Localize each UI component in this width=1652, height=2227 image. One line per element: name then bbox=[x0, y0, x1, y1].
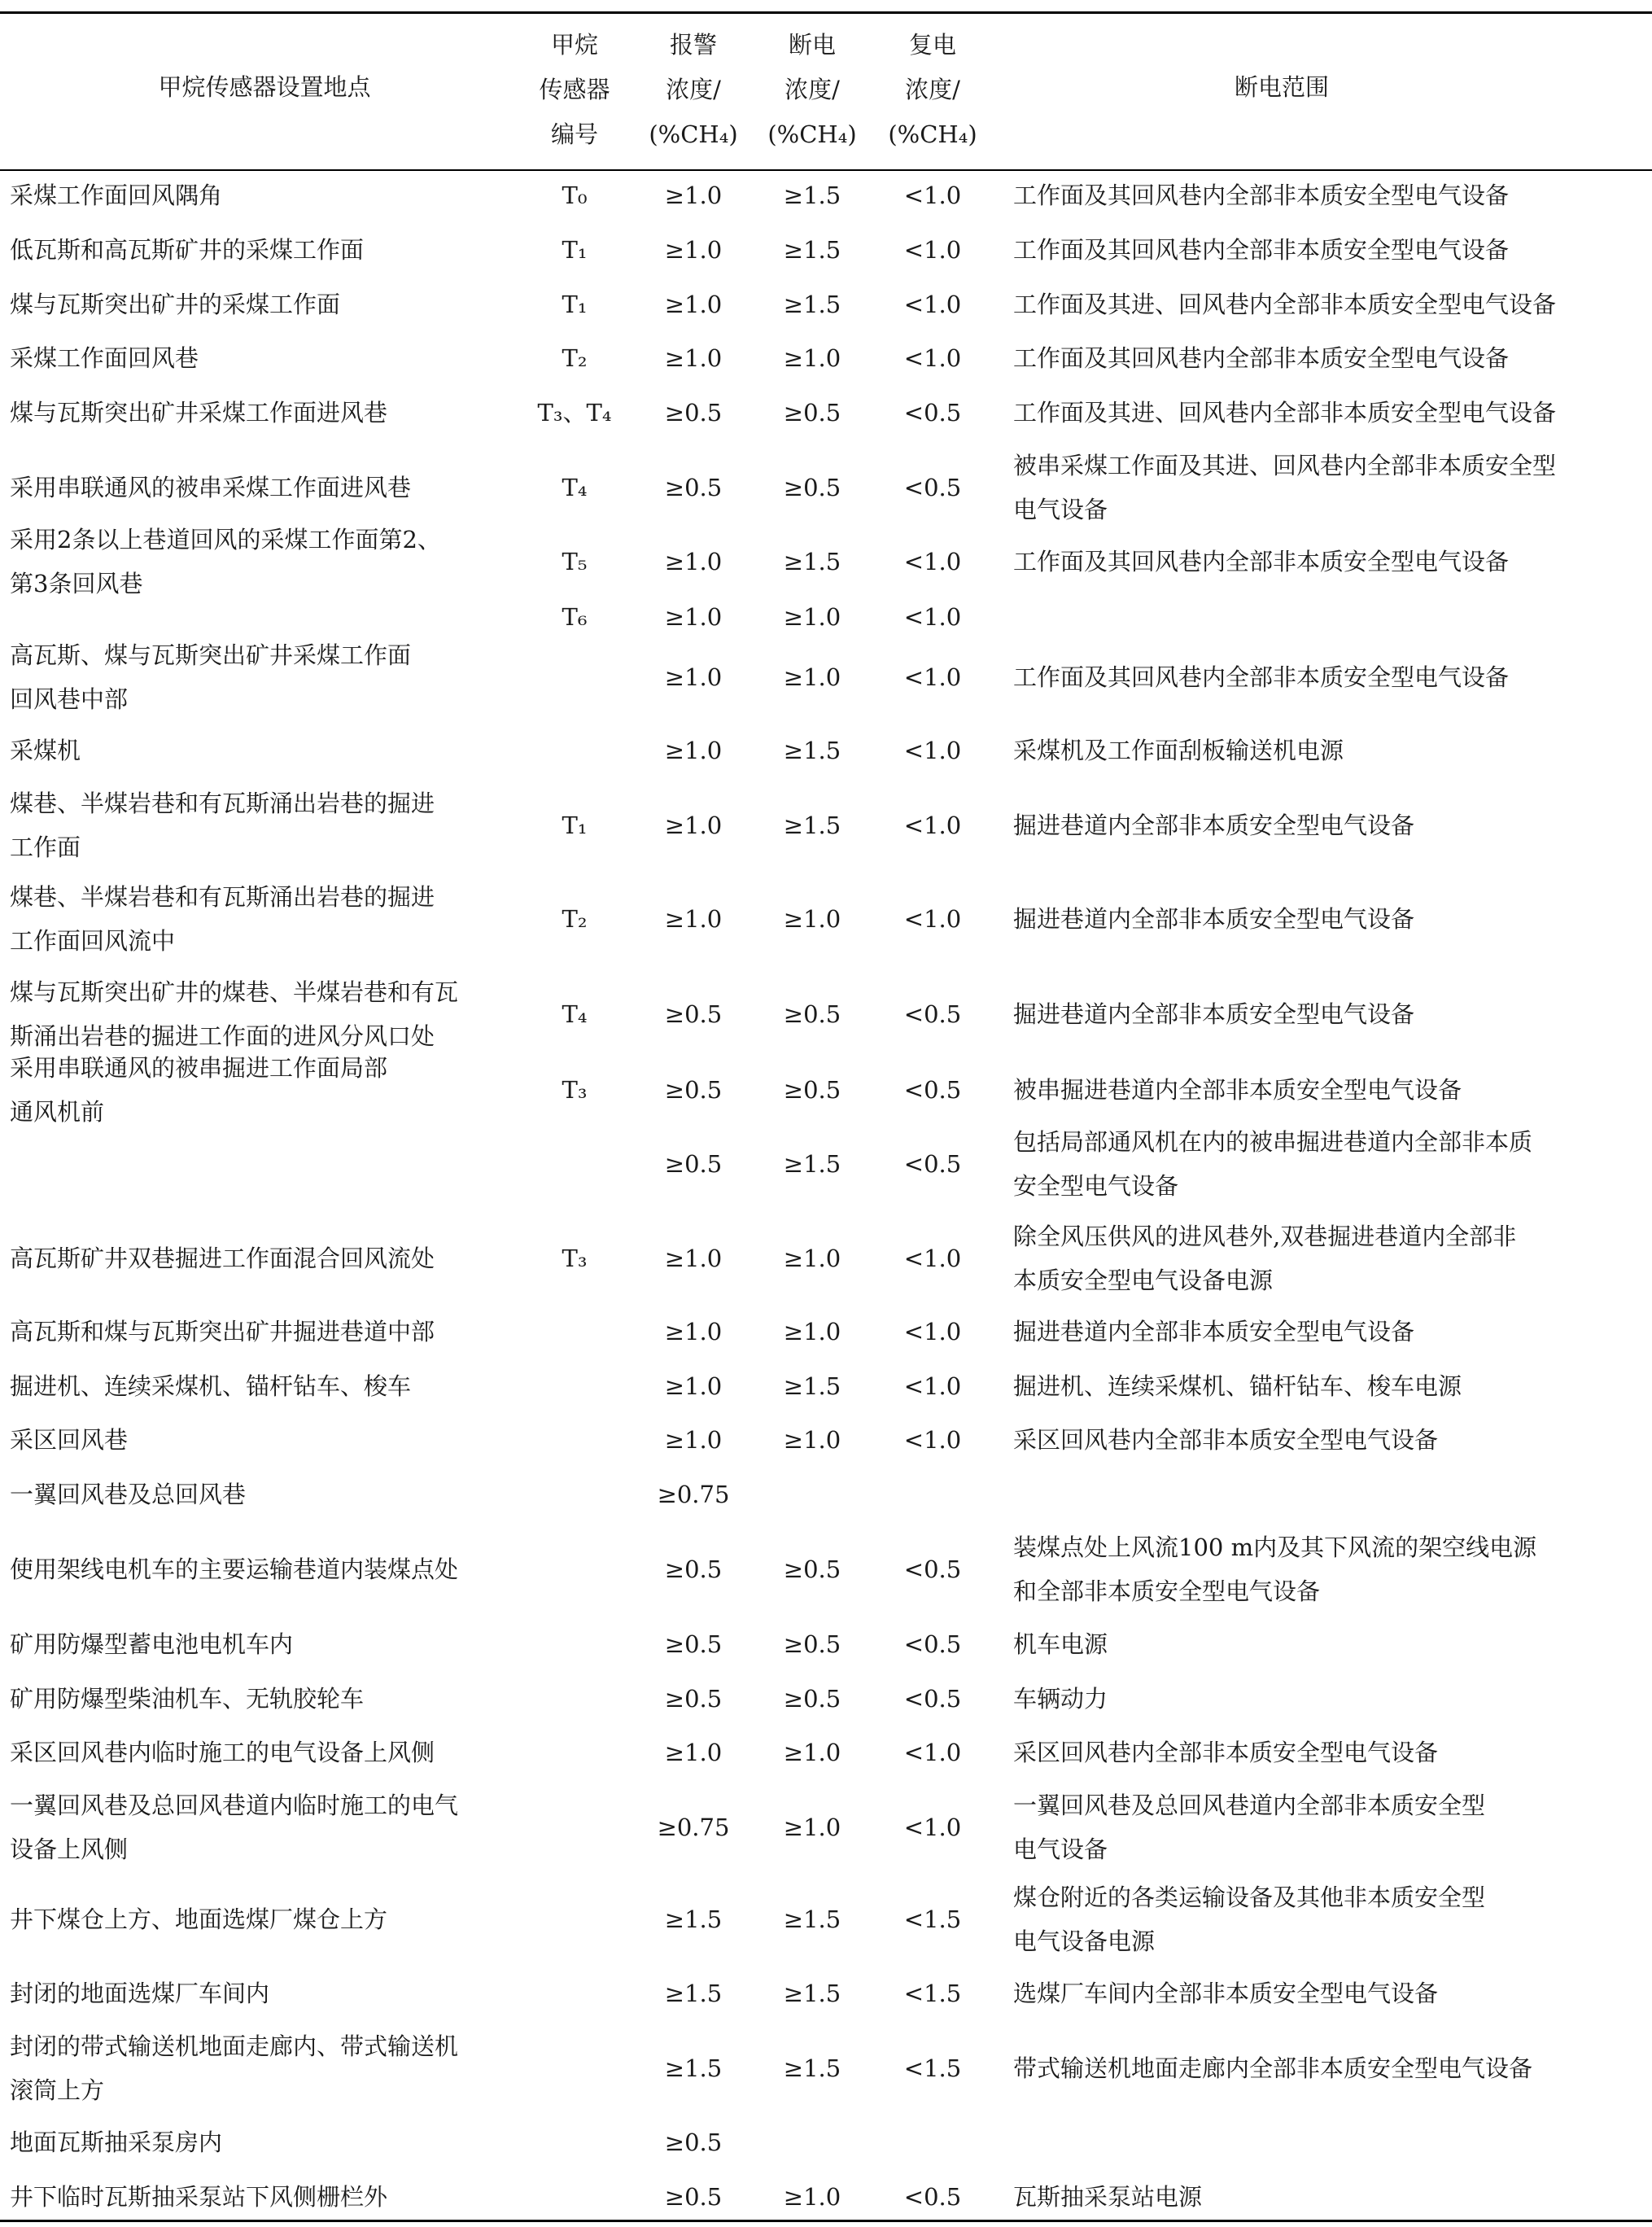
row-range: 掘进巷道内全部非本质安全型电气设备 bbox=[1013, 812, 1415, 839]
row-location: 井下临时瓦斯抽采泵站下风侧栅栏外 bbox=[10, 2183, 388, 2211]
row-restore: <0.5 bbox=[903, 1685, 962, 1713]
row-cutoff: ≥1.5 bbox=[783, 236, 841, 264]
row-sensor-id: T₁ bbox=[562, 291, 588, 318]
row-cutoff: ≥1.5 bbox=[783, 2054, 841, 2082]
row-range: 工作面及其回风巷内全部非本质安全型电气设备 bbox=[1013, 344, 1510, 372]
row-range: 带式输送机地面走廊内全部非本质安全型电气设备 bbox=[1013, 2054, 1533, 2082]
row-location: 高瓦斯和煤与瓦斯突出矿井掘进巷道中部 bbox=[10, 1318, 435, 1345]
row-location: 采用2条以上巷道回风的采煤工作面第2、 第3条回风巷 bbox=[10, 526, 441, 597]
row-restore: <1.0 bbox=[903, 548, 962, 575]
row-alarm: ≥1.0 bbox=[664, 1426, 723, 1454]
row-range: 掘进巷道内全部非本质安全型电气设备 bbox=[1013, 905, 1415, 933]
row-sensor-id: T₅ bbox=[562, 548, 588, 575]
row-cutoff: ≥1.5 bbox=[783, 812, 841, 839]
row-location: 采用串联通风的被串采煤工作面进风巷 bbox=[10, 474, 412, 501]
header-location: 甲烷传感器设置地点 bbox=[158, 73, 371, 101]
header-restore-concentration: 复电 浓度/ (%CH₄) bbox=[888, 31, 977, 148]
header-alarm-concentration: 报警 浓度/ (%CH₄) bbox=[649, 31, 738, 148]
row-alarm: ≥1.0 bbox=[664, 1245, 723, 1272]
row-cutoff: ≥1.0 bbox=[783, 1739, 841, 1766]
row-location: 煤巷、半煤岩巷和有瓦斯涌出岩巷的掘进 工作面回风流中 bbox=[10, 883, 435, 955]
row-cutoff: ≥0.5 bbox=[783, 1000, 841, 1028]
row-restore: <1.0 bbox=[903, 182, 962, 209]
row-sensor-id: T₆ bbox=[562, 603, 588, 631]
row-alarm: ≥1.0 bbox=[664, 663, 723, 691]
row-range: 车辆动力 bbox=[1013, 1685, 1108, 1713]
row-range: 采区回风巷内全部非本质安全型电气设备 bbox=[1013, 1426, 1439, 1454]
row-location: 高瓦斯矿井双巷掘进工作面混合回风流处 bbox=[10, 1245, 435, 1272]
row-location: 地面瓦斯抽采泵房内 bbox=[10, 2129, 223, 2156]
row-alarm: ≥1.5 bbox=[664, 1905, 723, 1933]
row-alarm: ≥0.5 bbox=[664, 474, 723, 501]
row-range: 工作面及其进、回风巷内全部非本质安全型电气设备 bbox=[1013, 399, 1557, 427]
row-alarm: ≥1.0 bbox=[664, 182, 723, 209]
row-sensor-id: T₃ bbox=[562, 1076, 588, 1104]
row-alarm: ≥1.0 bbox=[664, 905, 723, 933]
row-restore: <1.0 bbox=[903, 1739, 962, 1766]
row-range: 机车电源 bbox=[1013, 1630, 1108, 1658]
row-location: 采区回风巷 bbox=[10, 1426, 129, 1454]
row-restore: <1.0 bbox=[903, 1814, 962, 1841]
row-alarm: ≥0.5 bbox=[664, 2183, 723, 2211]
row-cutoff: ≥1.0 bbox=[783, 663, 841, 691]
row-sensor-id: T₂ bbox=[562, 905, 588, 933]
row-location: 一翼回风巷及总回风巷 bbox=[10, 1481, 247, 1508]
row-restore: <1.0 bbox=[903, 812, 962, 839]
row-location: 一翼回风巷及总回风巷道内临时施工的电气 设备上风侧 bbox=[10, 1792, 459, 1863]
row-alarm: ≥0.5 bbox=[664, 1076, 723, 1104]
row-range: 采煤机及工作面刮板输送机电源 bbox=[1013, 737, 1344, 764]
row-alarm: ≥0.5 bbox=[664, 1685, 723, 1713]
row-restore: <1.5 bbox=[903, 2054, 962, 2082]
row-restore: <1.5 bbox=[903, 1905, 962, 1933]
row-sensor-id: T₀ bbox=[562, 182, 588, 209]
row-alarm: ≥1.0 bbox=[664, 1739, 723, 1766]
row-restore: <1.0 bbox=[903, 1245, 962, 1272]
row-cutoff: ≥1.0 bbox=[783, 603, 841, 631]
row-restore: <0.5 bbox=[903, 399, 962, 427]
row-restore: <0.5 bbox=[903, 1000, 962, 1028]
row-restore: <1.0 bbox=[903, 1372, 962, 1400]
table-top-rule bbox=[0, 11, 1652, 14]
row-location: 高瓦斯、煤与瓦斯突出矿井采煤工作面 回风巷中部 bbox=[10, 641, 412, 713]
row-restore: <1.0 bbox=[903, 1318, 962, 1345]
row-cutoff: ≥1.0 bbox=[783, 1318, 841, 1345]
row-cutoff: ≥1.0 bbox=[783, 2183, 841, 2211]
row-cutoff: ≥1.0 bbox=[783, 1245, 841, 1272]
row-location: 煤与瓦斯突出矿井采煤工作面进风巷 bbox=[10, 399, 388, 427]
row-alarm: ≥0.5 bbox=[664, 2129, 723, 2156]
row-range: 瓦斯抽采泵站电源 bbox=[1013, 2183, 1203, 2211]
row-alarm: ≥0.5 bbox=[664, 1555, 723, 1583]
row-sensor-id: T₃ bbox=[562, 1245, 588, 1272]
row-alarm: ≥1.0 bbox=[664, 603, 723, 631]
row-cutoff: ≥1.0 bbox=[783, 1426, 841, 1454]
table-header-rule bbox=[0, 169, 1652, 171]
row-sensor-id: T₄ bbox=[562, 474, 588, 501]
row-alarm: ≥0.5 bbox=[664, 399, 723, 427]
row-sensor-id: T₁ bbox=[562, 812, 588, 839]
row-range: 工作面及其进、回风巷内全部非本质安全型电气设备 bbox=[1013, 291, 1557, 318]
row-cutoff: ≥0.5 bbox=[783, 474, 841, 501]
row-cutoff: ≥1.5 bbox=[783, 548, 841, 575]
row-alarm: ≥1.0 bbox=[664, 344, 723, 372]
row-alarm: ≥1.0 bbox=[664, 1318, 723, 1345]
row-restore: <1.0 bbox=[903, 737, 962, 764]
row-range: 掘进巷道内全部非本质安全型电气设备 bbox=[1013, 1318, 1415, 1345]
row-location: 采煤工作面回风巷 bbox=[10, 344, 199, 372]
row-location: 煤与瓦斯突出矿井的煤巷、半煤岩巷和有瓦 斯涌出岩巷的掘进工作面的进风分风口处 bbox=[10, 978, 459, 1050]
header-cutoff-range: 断电范围 bbox=[1234, 73, 1329, 101]
row-alarm: ≥0.75 bbox=[657, 1814, 730, 1841]
row-cutoff: ≥1.5 bbox=[783, 291, 841, 318]
row-cutoff: ≥0.5 bbox=[783, 1076, 841, 1104]
row-alarm: ≥1.0 bbox=[664, 291, 723, 318]
row-location: 煤巷、半煤岩巷和有瓦斯涌出岩巷的掘进 工作面 bbox=[10, 790, 435, 861]
row-cutoff: ≥1.0 bbox=[783, 1814, 841, 1841]
row-cutoff: ≥1.5 bbox=[783, 737, 841, 764]
row-cutoff: ≥0.5 bbox=[783, 399, 841, 427]
row-restore: <1.0 bbox=[903, 905, 962, 933]
row-cutoff: ≥1.5 bbox=[783, 182, 841, 209]
row-sensor-id: T₄ bbox=[562, 1000, 588, 1028]
row-sensor-id: T₃、T₄ bbox=[537, 399, 612, 427]
row-location: 煤与瓦斯突出矿井的采煤工作面 bbox=[10, 291, 341, 318]
row-location: 矿用防爆型柴油机车、无轨胶轮车 bbox=[10, 1685, 365, 1713]
row-range: 除全风压供风的进风巷外,双巷掘进巷道内全部非 本质安全型电气设备电源 bbox=[1013, 1223, 1517, 1294]
row-restore: <1.0 bbox=[903, 1426, 962, 1454]
row-range: 煤仓附近的各类运输设备及其他非本质安全型 电气设备电源 bbox=[1013, 1884, 1486, 1955]
row-location: 采煤工作面回风隅角 bbox=[10, 182, 223, 209]
row-sensor-id: T₁ bbox=[562, 236, 588, 264]
row-alarm: ≥1.0 bbox=[664, 1372, 723, 1400]
row-range: 工作面及其回风巷内全部非本质安全型电气设备 bbox=[1013, 548, 1510, 575]
row-restore: <0.5 bbox=[903, 1630, 962, 1658]
row-location: 封闭的带式输送机地面走廊内、带式输送机 滚筒上方 bbox=[10, 2032, 459, 2104]
row-range: 掘进巷道内全部非本质安全型电气设备 bbox=[1013, 1000, 1415, 1028]
row-cutoff: ≥1.5 bbox=[783, 1150, 841, 1178]
row-location: 矿用防爆型蓄电池电机车内 bbox=[10, 1630, 294, 1658]
row-alarm: ≥1.5 bbox=[664, 2054, 723, 2082]
row-range: 一翼回风巷及总回风巷道内全部非本质安全型 电气设备 bbox=[1013, 1792, 1486, 1863]
row-restore: <1.0 bbox=[903, 663, 962, 691]
row-location: 掘进机、连续采煤机、锚杆钻车、梭车 bbox=[10, 1372, 412, 1400]
row-range: 被串掘进巷道内全部非本质安全型电气设备 bbox=[1013, 1076, 1462, 1104]
row-range: 装煤点处上风流100 m内及其下风流的架空线电源 和全部非本质安全型电气设备 bbox=[1013, 1534, 1537, 1605]
row-restore: <0.5 bbox=[903, 1555, 962, 1583]
row-range: 掘进机、连续采煤机、锚杆钻车、梭车电源 bbox=[1013, 1372, 1462, 1400]
row-cutoff: ≥1.0 bbox=[783, 905, 841, 933]
row-alarm: ≥1.0 bbox=[664, 812, 723, 839]
row-sensor-id: T₂ bbox=[562, 344, 588, 372]
row-cutoff: ≥0.5 bbox=[783, 1555, 841, 1583]
row-range: 选煤厂车间内全部非本质安全型电气设备 bbox=[1013, 1980, 1439, 2007]
row-location: 采区回风巷内临时施工的电气设备上风侧 bbox=[10, 1739, 435, 1766]
row-location: 采用串联通风的被串掘进工作面局部 通风机前 bbox=[10, 1054, 388, 1126]
row-alarm: ≥0.5 bbox=[664, 1150, 723, 1178]
row-restore: <1.0 bbox=[903, 291, 962, 318]
row-range: 工作面及其回风巷内全部非本质安全型电气设备 bbox=[1013, 236, 1510, 264]
row-location: 使用架线电机车的主要运输巷道内装煤点处 bbox=[10, 1555, 459, 1583]
row-restore: <0.5 bbox=[903, 1076, 962, 1104]
row-alarm: ≥1.5 bbox=[664, 1980, 723, 2007]
table-bottom-rule bbox=[0, 2220, 1652, 2222]
row-cutoff: ≥1.5 bbox=[783, 1372, 841, 1400]
row-cutoff: ≥1.0 bbox=[783, 344, 841, 372]
row-alarm: ≥0.75 bbox=[657, 1481, 730, 1508]
row-location: 封闭的地面选煤厂车间内 bbox=[10, 1980, 270, 2007]
row-range: 工作面及其回风巷内全部非本质安全型电气设备 bbox=[1013, 663, 1510, 691]
row-range: 包括局部通风机在内的被串掘进巷道内全部非本质 安全型电气设备 bbox=[1013, 1128, 1533, 1200]
row-alarm: ≥1.0 bbox=[664, 737, 723, 764]
row-restore: <1.0 bbox=[903, 603, 962, 631]
row-cutoff: ≥1.5 bbox=[783, 1980, 841, 2007]
row-range: 采区回风巷内全部非本质安全型电气设备 bbox=[1013, 1739, 1439, 1766]
header-sensor-id: 甲烷 传感器 编号 bbox=[539, 31, 610, 148]
row-location: 井下煤仓上方、地面选煤厂煤仓上方 bbox=[10, 1905, 388, 1933]
row-location: 低瓦斯和高瓦斯矿井的采煤工作面 bbox=[10, 236, 365, 264]
row-restore: <0.5 bbox=[903, 474, 962, 501]
row-alarm: ≥0.5 bbox=[664, 1000, 723, 1028]
row-cutoff: ≥0.5 bbox=[783, 1685, 841, 1713]
row-range: 工作面及其回风巷内全部非本质安全型电气设备 bbox=[1013, 182, 1510, 209]
row-restore: <0.5 bbox=[903, 2183, 962, 2211]
row-restore: <1.0 bbox=[903, 236, 962, 264]
row-cutoff: ≥0.5 bbox=[783, 1630, 841, 1658]
row-restore: <1.5 bbox=[903, 1980, 962, 2007]
row-restore: <0.5 bbox=[903, 1150, 962, 1178]
row-alarm: ≥0.5 bbox=[664, 1630, 723, 1658]
header-cutoff-concentration: 断电 浓度/ (%CH₄) bbox=[767, 31, 857, 148]
row-cutoff: ≥1.5 bbox=[783, 1905, 841, 1933]
row-alarm: ≥1.0 bbox=[664, 548, 723, 575]
row-range: 被串采煤工作面及其进、回风巷内全部非本质安全型 电气设备 bbox=[1013, 452, 1557, 523]
row-location: 采煤机 bbox=[10, 737, 81, 764]
row-alarm: ≥1.0 bbox=[664, 236, 723, 264]
row-restore: <1.0 bbox=[903, 344, 962, 372]
